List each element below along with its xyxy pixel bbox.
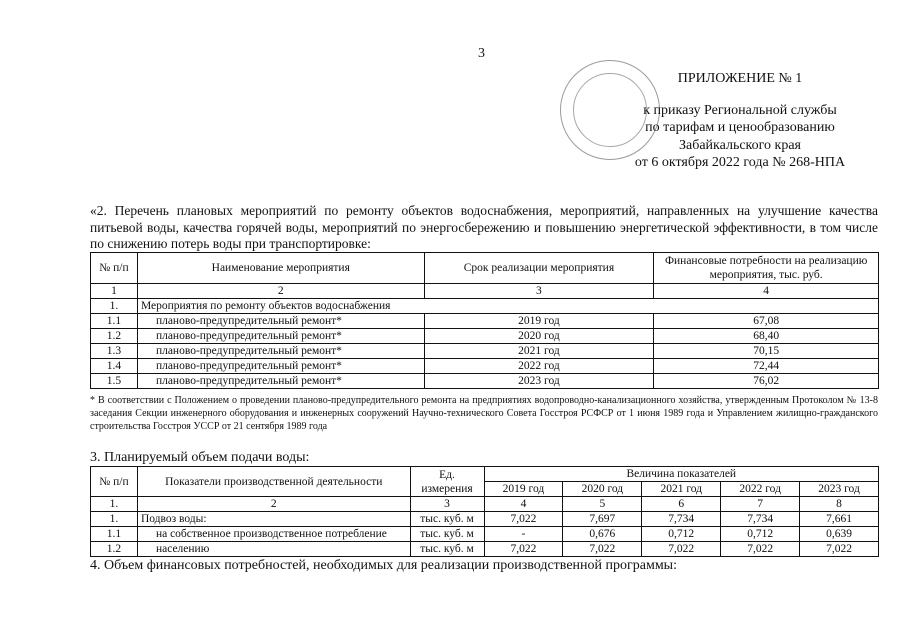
row-value: 7,734 — [642, 512, 721, 527]
numbering-cell: 3 — [410, 497, 484, 512]
row-name: планово-предупредительный ремонт* — [137, 329, 424, 344]
numbering-row — [91, 497, 879, 512]
numbering-cell: 4 — [484, 497, 563, 512]
numbering-row — [91, 284, 879, 299]
year-header: 2019 год — [484, 482, 563, 497]
row-term: 2023 год — [424, 374, 654, 389]
table-row — [91, 359, 879, 374]
row-name: населению — [137, 542, 410, 557]
numbering-cell: 8 — [800, 497, 879, 512]
table-row — [91, 344, 879, 359]
table-header-row — [91, 253, 879, 284]
row-value: 7,022 — [800, 542, 879, 557]
row-num: 1.2 — [91, 542, 138, 557]
row-num: 1.5 — [91, 374, 138, 389]
numbering-cell: 7 — [721, 497, 800, 512]
row-value: 68,40 — [654, 329, 879, 344]
row-unit: тыс. куб. м — [410, 527, 484, 542]
row-value: 7,022 — [563, 542, 642, 557]
numbering-cell: 4 — [654, 284, 879, 299]
row-value: 0,712 — [721, 527, 800, 542]
row-name: Подвоз воды: — [137, 512, 410, 527]
section-4-title: 4. Объем финансовых потребностей, необходимых для реализации производственной программы: — [90, 558, 677, 573]
numbering-cell: 2 — [137, 497, 410, 512]
annex-title: ПРИЛОЖЕНИЕ № 1 — [677, 71, 803, 86]
table-row — [91, 329, 879, 344]
row-value: 7,734 — [721, 512, 800, 527]
numbering-cell: 1. — [91, 497, 138, 512]
annex-block — [600, 70, 880, 172]
repair-measures-table — [90, 252, 879, 389]
section-3-title: 3. Планируемый объем подачи воды: — [90, 450, 310, 465]
annex-line-4: от 6 октября 2022 года № 268-НПА — [634, 155, 846, 170]
row-name: планово-предупредительный ремонт* — [137, 314, 424, 329]
numbering-cell: 5 — [563, 497, 642, 512]
row-value: 0,676 — [563, 527, 642, 542]
header-term: Срок реализации мероприятия — [424, 253, 654, 284]
row-num: 1.1 — [91, 314, 138, 329]
row-value: 67,08 — [654, 314, 879, 329]
annex-line-1: к приказу Региональной службы — [643, 102, 837, 118]
year-header: 2022 год — [721, 482, 800, 497]
row-value: 70,15 — [654, 344, 879, 359]
row-value: 72,44 — [654, 359, 879, 374]
table-row — [91, 512, 879, 527]
header-num: № п/п — [91, 467, 138, 497]
row-value: 76,02 — [654, 374, 879, 389]
table-row — [91, 542, 879, 557]
table-row — [91, 314, 879, 329]
row-value: 7,022 — [721, 542, 800, 557]
row-term: 2020 год — [424, 329, 654, 344]
header-unit: Ед. измерения — [410, 467, 484, 497]
numbering-cell: 1 — [91, 284, 138, 299]
row-value: 7,661 — [800, 512, 879, 527]
row-unit: тыс. куб. м — [410, 542, 484, 557]
row-term: 2022 год — [424, 359, 654, 374]
row-num: 1.2 — [91, 329, 138, 344]
row-num: 1.3 — [91, 344, 138, 359]
section-name: Мероприятия по ремонту объектов водоснабжения — [137, 299, 878, 314]
row-name: на собственное производственное потребление — [137, 527, 410, 542]
header-name: Наименование мероприятия — [137, 253, 424, 284]
header-values: Величина показателей — [484, 467, 878, 482]
row-num: 1. — [91, 512, 138, 527]
year-header: 2020 год — [563, 482, 642, 497]
table-row — [91, 374, 879, 389]
row-value: 7,697 — [563, 512, 642, 527]
row-num: 1.4 — [91, 359, 138, 374]
numbering-cell: 6 — [642, 497, 721, 512]
year-header: 2023 год — [800, 482, 879, 497]
row-term: 2019 год — [424, 314, 654, 329]
row-value: 0,712 — [642, 527, 721, 542]
numbering-cell: 3 — [424, 284, 654, 299]
table-header-row — [91, 467, 879, 482]
section-num: 1. — [91, 299, 138, 314]
section-row — [91, 299, 879, 314]
footnote: * В соответствии с Положением о проведении планово-предупредительного ремонта на предприятиях водопроводно-канализационного хозяйства, утвержденным Протоколом № 13-8 заседания Секции инженерного оборудования и инженерных сооружений Научно-технического Совета Госстроя РСФСР от 1 июня 1989 года и Управлением жилищно-гражданского строительства Госстроя УССР от 21 сентября 1989 года — [90, 395, 878, 432]
table-row — [91, 527, 879, 542]
row-name: планово-предупредительный ремонт* — [137, 374, 424, 389]
row-value: 7,022 — [484, 542, 563, 557]
row-value: 7,022 — [642, 542, 721, 557]
year-header: 2021 год — [642, 482, 721, 497]
row-value: 7,022 — [484, 512, 563, 527]
water-supply-table — [90, 466, 879, 557]
row-unit: тыс. куб. м — [410, 512, 484, 527]
row-name: планово-предупредительный ремонт* — [137, 359, 424, 374]
header-finance: Финансовые потребности на реализацию мероприятия, тыс. руб. — [654, 253, 879, 284]
row-term: 2021 год — [424, 344, 654, 359]
row-num: 1.1 — [91, 527, 138, 542]
row-value: 0,639 — [800, 527, 879, 542]
header-num: № п/п — [91, 253, 138, 284]
header-name: Показатели производственной деятельности — [137, 467, 410, 497]
section-2-intro: «2. Перечень плановых мероприятий по ремонту объектов водоснабжения, мероприятий, направленных на улучшение качества питьевой воды, качества горячей воды, мероприятий по энергосбережению и повышению энергетической эффективности, в том числе по снижению потерь воды при транспортировке: — [90, 203, 878, 251]
row-name: планово-предупредительный ремонт* — [137, 344, 424, 359]
page-number: 3 — [478, 46, 485, 61]
annex-line-2: по тарифам и ценообразованию — [645, 120, 835, 135]
row-value: - — [484, 527, 563, 542]
numbering-cell: 2 — [137, 284, 424, 299]
annex-line-3: Забайкальского края — [678, 137, 801, 153]
